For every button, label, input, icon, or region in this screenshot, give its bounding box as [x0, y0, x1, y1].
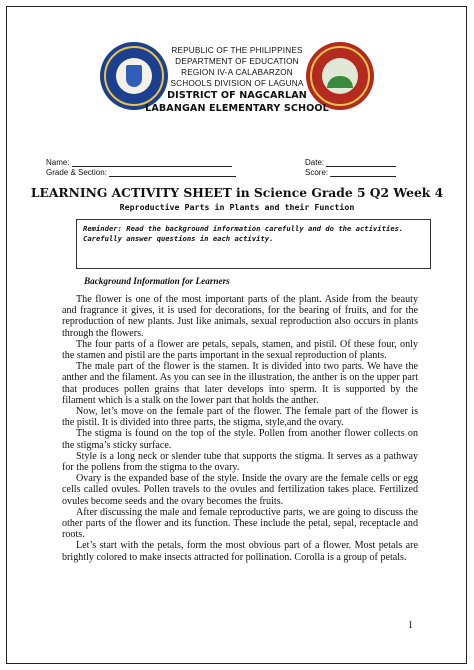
school-name: LABANGAN ELEMENTARY SCHOOL — [145, 103, 329, 114]
header-line-3: REGION IV-A CALABARZON — [181, 68, 293, 77]
reminder-label: Reminder: — [83, 224, 122, 233]
grade-field[interactable] — [46, 168, 236, 177]
name-line[interactable] — [72, 158, 232, 167]
date-label: Date: — [305, 158, 325, 167]
paragraph: Let’s start with the petals, form the most obvious part of a flower. Most petals are brightly colored to make insects attracted for pollination. Corolla is a group of petals. — [62, 540, 418, 563]
grade-label: Grade & Section: — [46, 168, 107, 177]
paragraph: The stigma is found on the top of the style. Pollen from another flower collects on the stigma’s sticky surface. — [62, 428, 418, 451]
grade-line[interactable] — [109, 168, 236, 177]
reminder-text: Read the background information carefully and do the activities. Carefully answer questions in each activity. — [83, 224, 404, 243]
header-line-1: REPUBLIC OF THE PHILIPPINES — [171, 46, 303, 55]
sheet-subtitle: Reproductive Parts in Plants and their Function — [119, 202, 355, 212]
page-number: 1 — [408, 620, 413, 631]
date-line[interactable] — [326, 158, 396, 167]
header-line-4: SCHOOLS DIVISION OF LAGUNA — [170, 79, 304, 88]
paragraph: The flower is one of the most important parts of the plant. Aside from the beauty and fragrance it gives, it is used for decorations, for the bearing of fruits, and for the reproduction of new plants. Just like animals, sexual reproduction also occurs in plants through the flowers. — [62, 294, 418, 339]
sheet-title: LEARNING ACTIVITY SHEET in Science Grade 5 Q2 Week 4 — [30, 185, 444, 200]
name-label: Name: — [46, 158, 70, 167]
paragraph: The four parts of a flower are petals, sepals, stamen, and pistil. Of these four, only the stamen and pistil are the parts important in the sexual reproduction of plants. — [62, 338, 418, 362]
score-field[interactable] — [305, 168, 396, 177]
reminder-box — [76, 219, 431, 269]
score-line[interactable] — [330, 168, 396, 177]
paragraph: After discussing the male and female reproductive parts, we are going to discuss the other parts of the flower and its function. These include the petal, sepal, receptacle and roots. — [62, 506, 418, 541]
paragraph: The male part of the flower is the stamen. It is divided into two parts. We have the anther and the filament. As you can see in the illustration, the anther is on the upper part that produces pollen grains that later develops into sperm. It is supported by the filament which is a stalk on the lower part that holds the anther. — [62, 361, 418, 406]
header-line-2: DEPARTMENT OF EDUCATION — [175, 57, 299, 66]
name-field[interactable] — [46, 158, 232, 167]
district-name: DISTRICT OF NAGCARLAN — [167, 90, 307, 101]
date-field[interactable] — [305, 158, 396, 167]
background-body — [62, 294, 418, 563]
paragraph: Now, let’s move on the female part of the flower. The female part of the flower is the pistil. It is divided into three parts, the stigma, style,and the ovary. — [62, 406, 418, 429]
paragraph: Style is a long neck or slender tube that supports the stigma. It serves as a pathway for the pollens from the stigma to the ovary. — [62, 450, 418, 474]
paragraph: Ovary is the expanded base of the style. Inside the ovary are the female cells or egg cells called ovules. Pollen travels to the ovules and fertilization takes place. Fertilized ovules become seeds and the ovary becomes the fruits. — [62, 473, 418, 507]
score-label: Score: — [305, 168, 329, 177]
background-title: Background Information for Learners — [84, 276, 230, 286]
